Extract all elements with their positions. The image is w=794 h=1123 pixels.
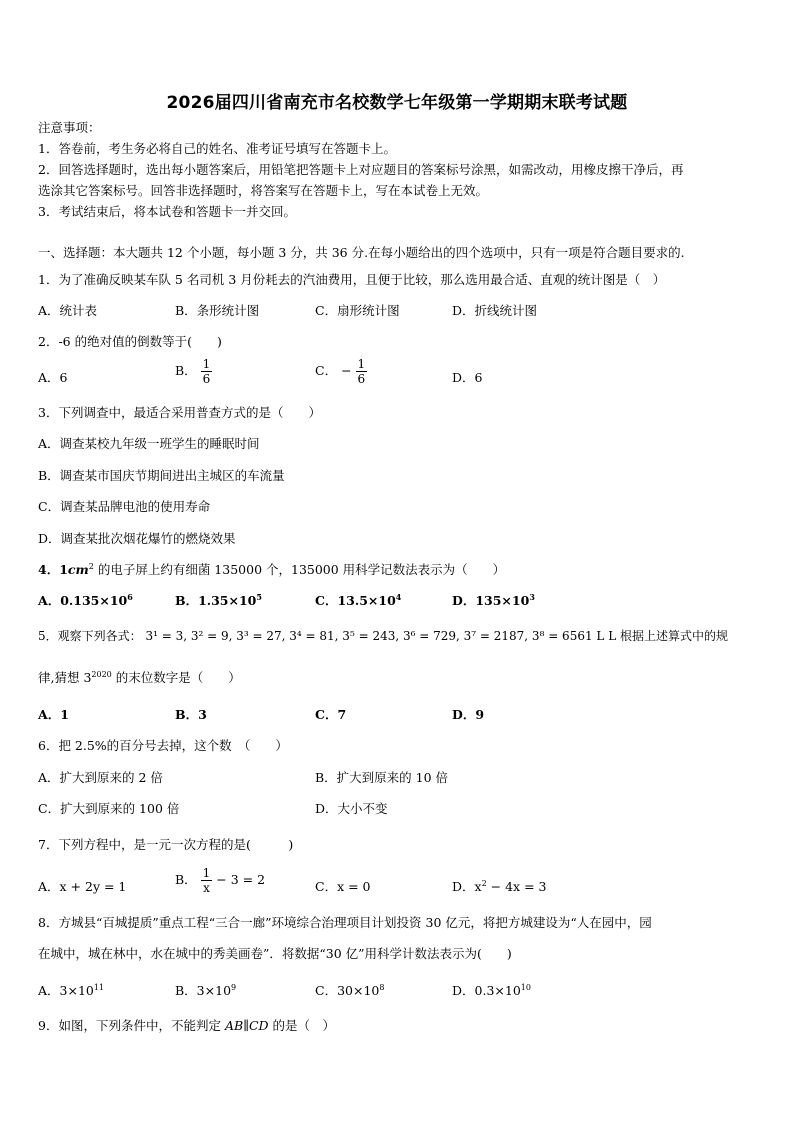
fraction-numerator: 1 — [202, 866, 211, 880]
q7-option-d — [452, 879, 546, 895]
q7-option-c: C．x = 0 — [315, 879, 371, 894]
q5-stem-line2 — [38, 670, 241, 686]
q8-option-d — [452, 983, 531, 999]
exam-title: 2026届四川省南充市名校数学七年级第一学期期末联考试题 — [166, 93, 628, 113]
q4-option-c-label: C．13.5×10 — [315, 593, 396, 608]
q8-option-d-label: D．0.3×10 — [452, 983, 521, 998]
q3-option-d: D．调查某批次烟花爆竹的燃烧效果 — [38, 531, 236, 546]
q6-option-d: D．大小不变 — [315, 801, 388, 816]
q2-option-a: A．6 — [38, 370, 68, 385]
section-heading: 一、选择题：本大题共 12 个小题，每小题 3 分，共 36 分.在每小题给出的四个选项中，只有一项是符合题目要求的. — [38, 245, 685, 260]
q7-option-b-label: B． — [175, 872, 197, 887]
q2-option-c-sign: − — [341, 363, 352, 378]
q2-option-d: D．6 — [452, 370, 483, 385]
fraction-numerator: 1 — [202, 357, 211, 371]
q7-option-d-a: D．x — [452, 879, 482, 894]
q4-option-b-exp: 5 — [256, 591, 262, 602]
q2-option-c-fraction — [356, 357, 368, 386]
notice-item-3: 3．考试结束后，将本试卷和答题卡一并交回。 — [38, 204, 296, 219]
q5-option-b: B．3 — [175, 707, 207, 722]
q4-option-b — [175, 593, 262, 609]
q5-option-c: C．7 — [315, 707, 347, 722]
q8-option-b — [175, 983, 236, 999]
q3-option-a: A．调查某校九年级一班学生的睡眠时间 — [38, 436, 260, 451]
q8-option-a — [38, 983, 104, 999]
q8-option-c-label: C．30×10 — [315, 983, 380, 998]
q6-option-c: C．扩大到原来的 100 倍 — [38, 801, 180, 816]
q7-option-b-rest: − 3 = 2 — [216, 872, 266, 887]
q2-option-b — [175, 357, 212, 386]
q3-option-b: B．调查某市国庆节期间进出主城区的车流量 — [38, 468, 285, 483]
fraction-denominator: x — [203, 881, 210, 895]
notice-heading: 注意事项： — [38, 120, 101, 135]
q5-stem-tail: 根据上述算式中的规 — [620, 629, 729, 643]
q8-option-b-label: B．3×10 — [175, 983, 232, 998]
q4-option-c-exp: 4 — [395, 591, 402, 602]
q7-option-b-fraction — [201, 866, 213, 895]
q4-stem-number: 4．1 — [38, 562, 68, 577]
q8-option-d-exp: 10 — [520, 982, 531, 992]
q4-stem-sup: 2 — [88, 561, 94, 571]
q5-stem — [38, 628, 728, 644]
q4-option-a-exp: 6 — [127, 591, 133, 602]
q6-stem: 6．把 2.5%的百分号去掉，这个数 （ ） — [38, 738, 288, 753]
q4-option-a-label: A．0.135×10 — [38, 593, 128, 608]
q4-stem — [38, 562, 505, 578]
q5-stem-intro: 5．观察下列各式： — [38, 629, 142, 643]
notice-item-2: 2．回答选择题时，选出每小题答案后，用铅笔把答题卡上对应题目的答案标号涂黑，如需改动，用橡皮擦干净后，再 — [38, 162, 684, 177]
q7-stem: 7．下列方程中，是一元一次方程的是( ) — [38, 837, 294, 852]
q1-stem: 1．为了准确反映某车队 5 名司机 3 月份耗去的汽油费用，且便于比较，那么选用最合适、直观的统计图是（ ） — [38, 272, 666, 287]
q9-stem-intro: 9．如图，下列条件中，不能判定 — [38, 1018, 221, 1033]
q5-option-a: A．1 — [38, 707, 69, 722]
q8-option-c — [315, 983, 384, 999]
q4-option-d-exp: 3 — [529, 591, 535, 602]
q8-option-c-exp: 8 — [379, 982, 385, 992]
q5-line2-tail: 的末位数字是（ ） — [115, 670, 241, 685]
q2-option-c-label: C． — [315, 363, 338, 378]
q4-option-b-label: B．1.35×10 — [175, 593, 257, 608]
q8-stem-line1: 8．方城县“百城提质”重点工程“三合一廊”环境综合治理项目计划投资 30 亿元，将把方城建设为“人在园中，园 — [38, 915, 652, 930]
q1-option-c: C．扇形统计图 — [315, 303, 400, 318]
q4-stem-unit: cm — [67, 562, 89, 577]
q7-option-d-sup: 2 — [481, 878, 487, 888]
q4-stem-text: 的电子屏上约有细菌 135000 个，135000 用科学记数法表示为（ ） — [97, 562, 506, 577]
q6-option-b: B．扩大到原来的 10 倍 — [315, 770, 449, 785]
q8-stem-line2: 在城中，城在林中，水在城中的秀美画卷”．将数据“30 亿”用科学计数法表示为( ) — [38, 946, 512, 961]
q7-option-d-b: − 4x = 3 — [486, 879, 547, 894]
q9-stem — [38, 1018, 335, 1034]
q7-option-b — [175, 866, 265, 895]
q5-formula: 3¹ = 3, 3² = 9, 3³ = 27, 3⁴ = 81, 3⁵ = 243, 3⁶ = 729, 3⁷ = 2187, 3⁸ = 6561 L L — [145, 629, 617, 643]
q2-stem: 2．-6 的绝对值的倒数等于( ) — [38, 334, 222, 349]
q9-stem-tail: 的是（ ） — [272, 1018, 336, 1033]
q9-math: AB∥CD — [224, 1018, 269, 1033]
notice-item-2-cont: 选涂其它答案标号。回答非选择题时，将答案写在答题卡上，写在本试卷上无效。 — [38, 183, 489, 198]
q2-option-b-fraction — [201, 357, 213, 386]
q4-option-a — [38, 593, 133, 609]
q2-option-c — [315, 357, 367, 386]
q3-stem: 3．下列调查中，最适合采用普查方式的是（ ） — [38, 405, 321, 420]
notice-item-1: 1．答卷前，考生务必将自己的姓名、准考证号填写在答题卡上。 — [38, 141, 396, 156]
q1-option-b: B．条形统计图 — [175, 303, 260, 318]
q6-option-a: A．扩大到原来的 2 倍 — [38, 770, 163, 785]
q5-line2-sup: 2020 — [91, 669, 112, 679]
q5-option-d: D．9 — [452, 707, 485, 722]
q8-option-b-exp: 9 — [231, 982, 237, 992]
q8-option-a-label: A．3×10 — [38, 983, 94, 998]
q2-option-b-label: B． — [175, 363, 197, 378]
fraction-denominator: 6 — [357, 372, 366, 386]
q4-option-d — [452, 593, 535, 609]
fraction-numerator: 1 — [357, 357, 366, 371]
q7-option-a: A．x + 2y = 1 — [38, 879, 127, 894]
q1-option-d: D．折线统计图 — [452, 303, 538, 318]
q4-option-d-label: D．135×10 — [452, 593, 530, 608]
q4-option-c — [315, 593, 401, 609]
fraction-denominator: 6 — [202, 372, 211, 386]
q8-option-a-exp: 11 — [93, 982, 105, 992]
q5-line2-intro: 律,猜想 3 — [38, 670, 92, 685]
q3-option-c: C．调查某品牌电池的使用寿命 — [38, 499, 211, 514]
q1-option-a: A．统计表 — [38, 303, 98, 318]
